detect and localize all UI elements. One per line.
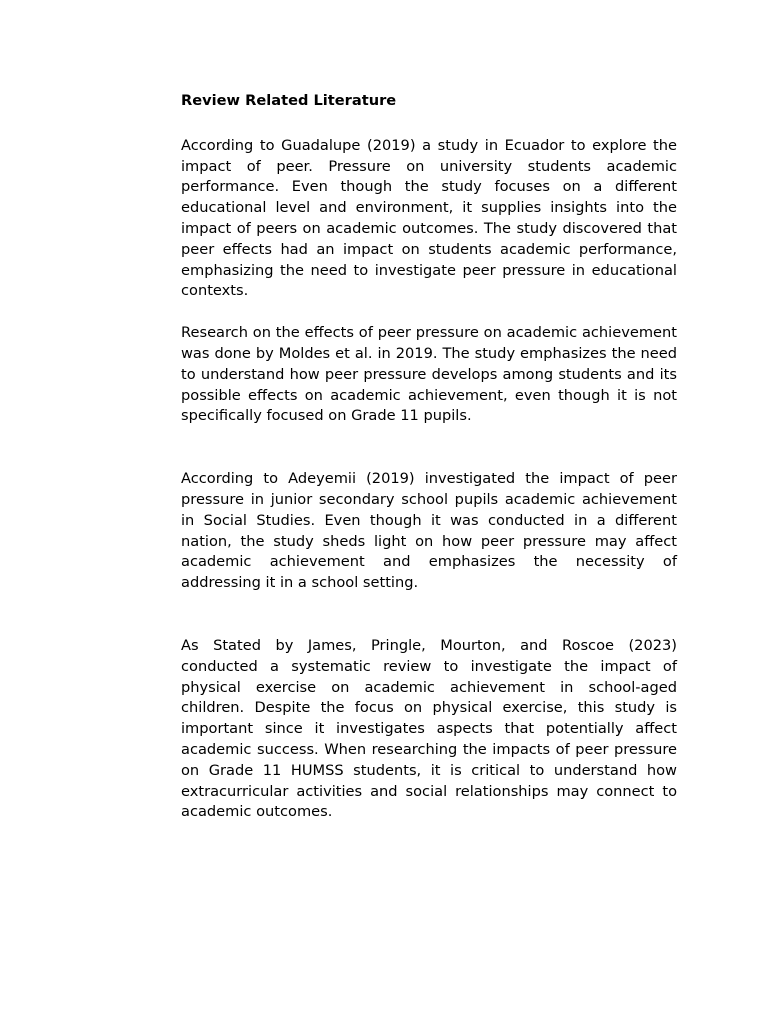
paragraph-moldes: Research on the effects of peer pressure on academic achievement was done by Moldes et al. in 2019. The study emphasizes the need to understand how peer pressure develops among students and its possible effects on academic achievement, even though it is not specifically focused on Grade 11 pupils. bbox=[181, 324, 677, 425]
paragraph-adeyemii: According to Adeyemii (2019) investigated the impact of peer pressure in junior secondary school pupils academic achievement in Social Studies. Even though it was conducted in a different nation, the study sheds light on how peer pressure may affect academic achievement and emphasizes the necessity of addressing it in a school setting. bbox=[181, 470, 677, 592]
paragraph-guadalupe: According to Guadalupe (2019) a study in Ecuador to explore the impact of peer. Pressure on university students academic performance. Even though the study focuses on a different educational level and environment, it supplies insights into the impact of peers on academic outcomes. The study discovered that peer effects had an impact on students academic performance, emphasizing the need to investigate peer pressure in educational contexts. bbox=[181, 136, 677, 300]
document-page bbox=[181, 91, 677, 823]
paragraph-james: As Stated by James, Pringle, Mourton, and Roscoe (2023) conducted a systematic review to investigate the impact of physical exercise on academic achievement in school-aged children. Despite the focus on physical exercise, this study is important since it investigates aspects that potentially affect academic success. When researching the impacts of peer pressure on Grade 11 HUMSS students, it is critical to understand how extracurricular activities and social relationships may connect to academic outcomes. bbox=[181, 636, 677, 821]
section-heading: Review Related Literature bbox=[181, 92, 397, 109]
